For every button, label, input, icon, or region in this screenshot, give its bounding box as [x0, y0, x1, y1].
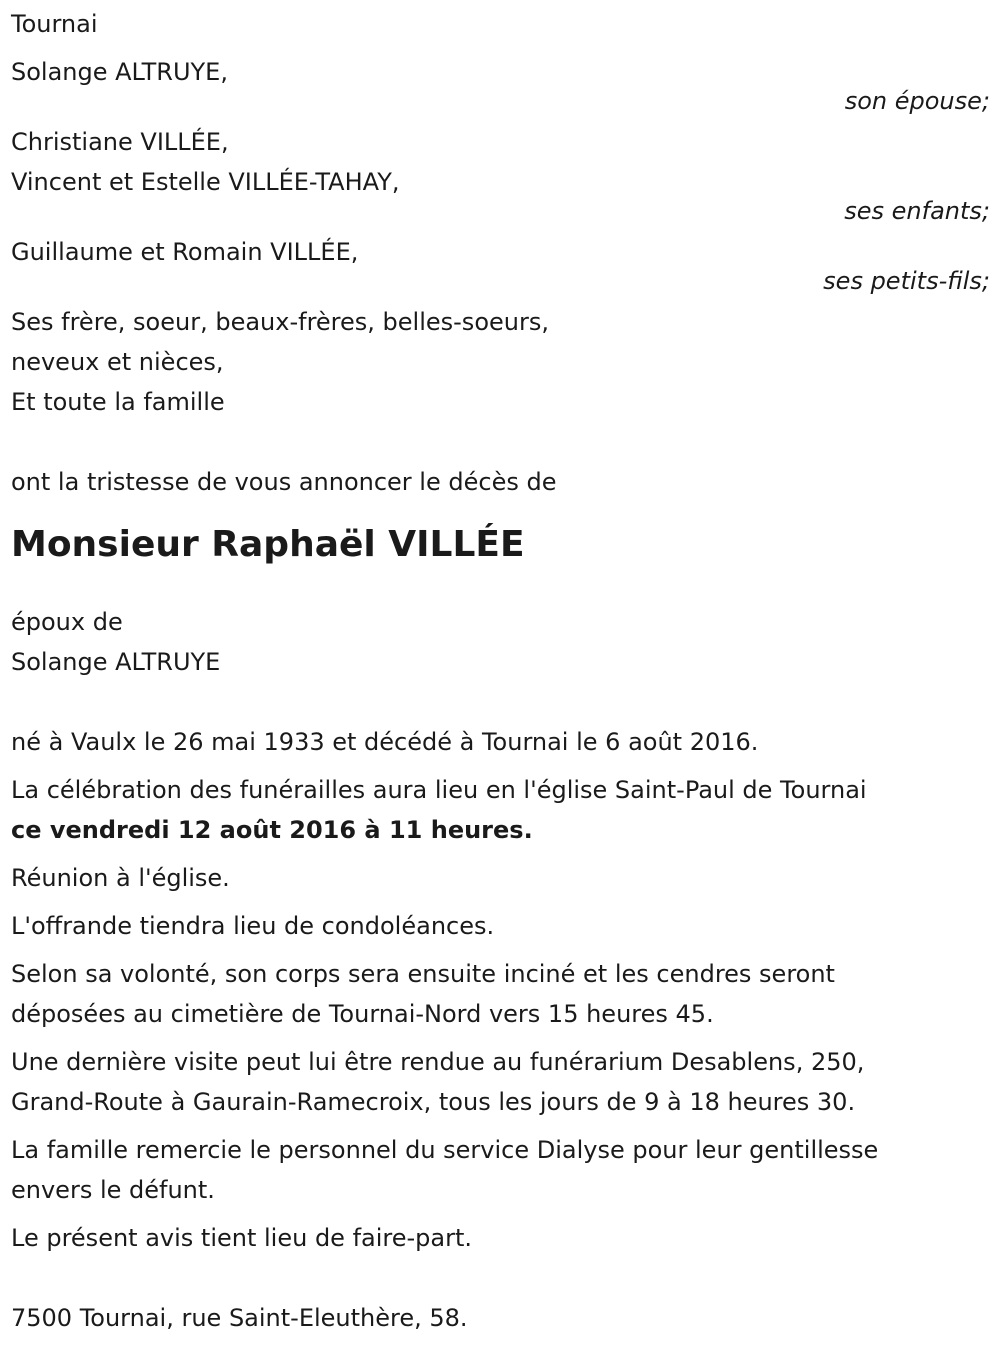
notice: Le présent avis tient lieu de faire-part.	[11, 1224, 473, 1252]
visit-1: Une dernière visite peut lui être rendue au funérarium Desablens, 250,	[11, 1048, 865, 1076]
extended-family-2: neveux et nièces,	[11, 348, 224, 376]
grandchildren: Guillaume et Romain VILLÉE,	[11, 238, 359, 266]
offering: L'offrande tiendra lieu de condoléances.	[11, 912, 495, 940]
grandchildren-role: ses petits-fils;	[823, 267, 990, 295]
cremation-2: déposées au cimetière de Tournai-Nord vers 15 heures 45.	[11, 1000, 714, 1028]
announcement: ont la tristesse de vous annoncer le décès de	[11, 468, 557, 496]
birth-death: né à Vaulx le 26 mai 1933 et décédé à Tournai le 6 août 2016.	[11, 728, 759, 756]
extended-family-1: Ses frère, soeur, beaux-frères, belles-soeurs,	[11, 308, 549, 336]
ceremony-time: ce vendredi 12 août 2016 à 11 heures.	[11, 816, 533, 844]
spouse-of-label: époux de	[11, 608, 123, 636]
cremation-1: Selon sa volonté, son corps sera ensuite inciné et les cendres seront	[11, 960, 835, 988]
child-2: Vincent et Estelle VILLÉE-TAHAY,	[11, 168, 400, 196]
meeting: Réunion à l'église.	[11, 864, 230, 892]
spouse-name: Solange ALTRUYE,	[11, 58, 228, 86]
spouse-role: son épouse;	[844, 87, 990, 115]
address: 7500 Tournai, rue Saint-Eleuthère, 58.	[11, 1304, 468, 1332]
children-role: ses enfants;	[844, 197, 990, 225]
deceased-name: Monsieur Raphaël VILLÉE	[11, 524, 525, 565]
ceremony: La célébration des funérailles aura lieu en l'église Saint-Paul de Tournai	[11, 776, 867, 804]
city-header: Tournai	[11, 10, 98, 38]
thanks-2: envers le défunt.	[11, 1176, 215, 1204]
visit-2: Grand-Route à Gaurain-Ramecroix, tous les jours de 9 à 18 heures 30.	[11, 1088, 856, 1116]
extended-family-3: Et toute la famille	[11, 388, 225, 416]
child-1: Christiane VILLÉE,	[11, 128, 229, 156]
obituary-notice	[11, 4, 990, 1338]
spouse-of-name: Solange ALTRUYE	[11, 648, 221, 676]
thanks-1: La famille remercie le personnel du service Dialyse pour leur gentillesse	[11, 1136, 879, 1164]
